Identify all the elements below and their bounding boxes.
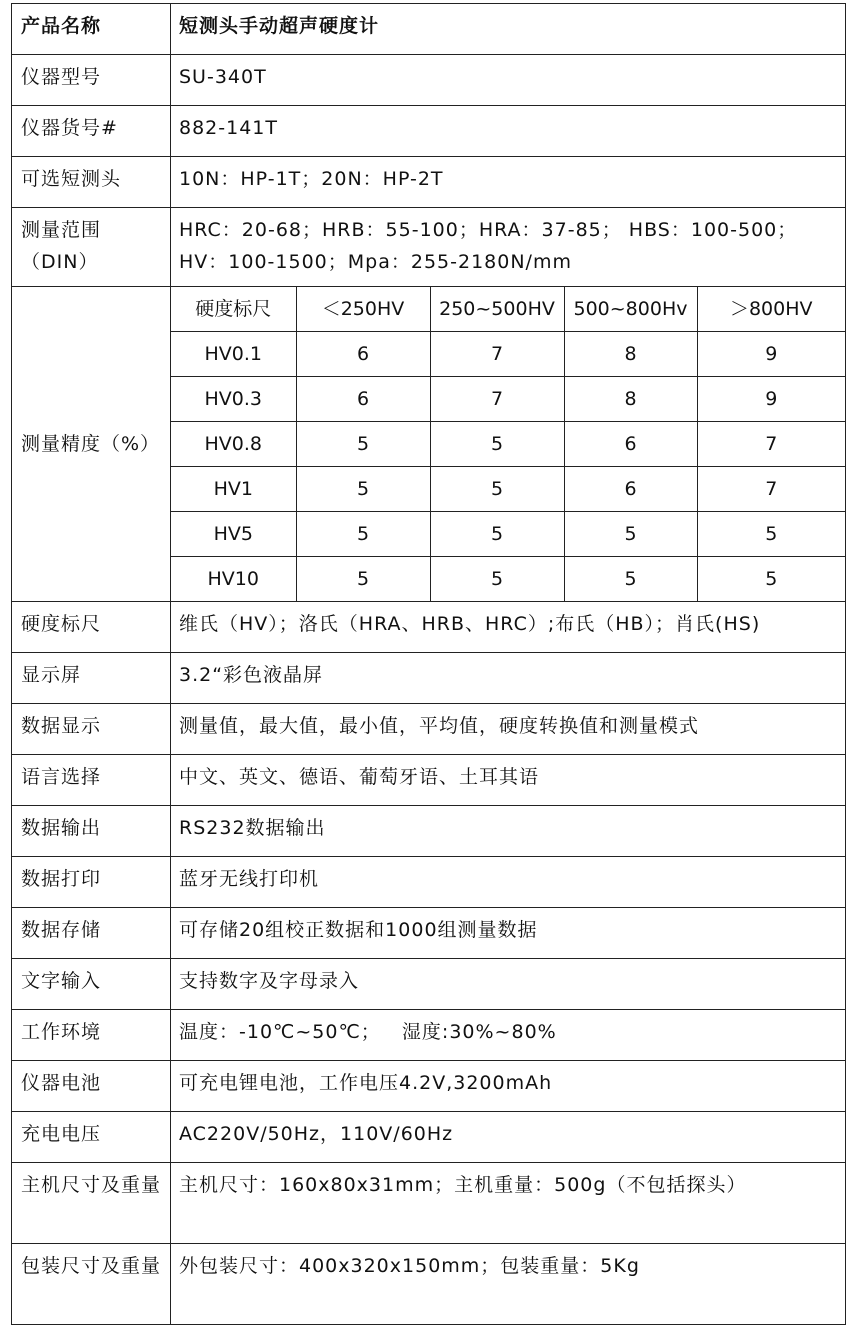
accuracy-cell: 8 [564, 377, 697, 422]
spec-row-accuracy [12, 287, 846, 602]
row-label: 主机尺寸及重量 [12, 1163, 171, 1244]
row-value: 外包装尺寸：400x320x150mm；包装重量：5Kg [171, 1244, 846, 1325]
accuracy-cell: 5 [430, 557, 564, 602]
accuracy-cell: 5 [697, 512, 845, 557]
spec-row-language [12, 755, 846, 806]
spec-table [11, 3, 846, 1325]
accuracy-row [171, 467, 845, 512]
row-label: 充电电压 [12, 1112, 171, 1163]
spec-row-probe [12, 157, 846, 208]
row-label: 数据显示 [12, 704, 171, 755]
accuracy-header: ＜250HV [296, 287, 430, 332]
spec-row-model [12, 55, 846, 106]
accuracy-cell: 8 [564, 332, 697, 377]
row-value: 中文、英文、德语、葡萄牙语、土耳其语 [171, 755, 846, 806]
accuracy-cell: 7 [430, 332, 564, 377]
row-value: 882-141T [171, 106, 846, 157]
row-label: 数据存储 [12, 908, 171, 959]
accuracy-cell: 9 [697, 332, 845, 377]
accuracy-header: 250~500HV [430, 287, 564, 332]
accuracy-table [171, 287, 845, 601]
row-value: RS232数据输出 [171, 806, 846, 857]
row-value: SU-340T [171, 55, 846, 106]
accuracy-table-cell [171, 287, 846, 602]
accuracy-cell: 5 [296, 422, 430, 467]
row-value: 维氏（HV）；洛氏（HRA、HRB、HRC）;布氏（HB）；肖氏(HS) [171, 602, 846, 653]
row-label: 包装尺寸及重量 [12, 1244, 171, 1325]
spec-row-host-size [12, 1163, 846, 1244]
row-label: 产品名称 [12, 4, 171, 55]
accuracy-cell: HV0.1 [171, 332, 296, 377]
accuracy-cell: 6 [296, 377, 430, 422]
row-label: 可选短测头 [12, 157, 171, 208]
row-label: 测量精度（%） [12, 287, 171, 602]
row-label: 测量范围（DIN） [12, 208, 171, 287]
accuracy-header-row [171, 287, 845, 332]
spec-row-scales [12, 602, 846, 653]
spec-row-battery [12, 1061, 846, 1112]
accuracy-cell: 7 [697, 467, 845, 512]
spec-row-data-display [12, 704, 846, 755]
accuracy-row [171, 332, 845, 377]
accuracy-row [171, 422, 845, 467]
accuracy-cell: HV10 [171, 557, 296, 602]
spec-row-output [12, 806, 846, 857]
accuracy-cell: 5 [296, 512, 430, 557]
accuracy-cell: HV0.3 [171, 377, 296, 422]
accuracy-cell: 5 [430, 422, 564, 467]
accuracy-cell: 7 [697, 422, 845, 467]
accuracy-cell: 5 [430, 512, 564, 557]
accuracy-cell: 5 [564, 512, 697, 557]
row-label: 仪器货号# [12, 106, 171, 157]
accuracy-cell: 6 [296, 332, 430, 377]
row-value: 可充电锂电池，工作电压4.2V,3200mAh [171, 1061, 846, 1112]
accuracy-cell: 7 [430, 377, 564, 422]
row-label: 数据输出 [12, 806, 171, 857]
row-value: 短测头手动超声硬度计 [171, 4, 846, 55]
row-value: 蓝牙无线打印机 [171, 857, 846, 908]
row-value: 支持数字及字母录入 [171, 959, 846, 1010]
accuracy-row [171, 512, 845, 557]
spec-row-display [12, 653, 846, 704]
row-label: 显示屏 [12, 653, 171, 704]
accuracy-cell: HV0.8 [171, 422, 296, 467]
row-label: 仪器型号 [12, 55, 171, 106]
row-value: 可存储20组校正数据和1000组测量数据 [171, 908, 846, 959]
accuracy-cell: 6 [564, 467, 697, 512]
spec-row-package-size [12, 1244, 846, 1325]
spec-row-charging [12, 1112, 846, 1163]
accuracy-cell: HV5 [171, 512, 296, 557]
accuracy-row [171, 377, 845, 422]
accuracy-cell: 9 [697, 377, 845, 422]
row-label: 语言选择 [12, 755, 171, 806]
accuracy-cell: 5 [430, 467, 564, 512]
accuracy-header: 硬度标尺 [171, 287, 296, 332]
row-label: 文字输入 [12, 959, 171, 1010]
accuracy-cell: 5 [697, 557, 845, 602]
accuracy-cell: HV1 [171, 467, 296, 512]
accuracy-cell: 5 [564, 557, 697, 602]
spec-row-range [12, 208, 846, 287]
row-label: 数据打印 [12, 857, 171, 908]
accuracy-cell: 5 [296, 467, 430, 512]
spec-row-item-no [12, 106, 846, 157]
spec-row-text-input [12, 959, 846, 1010]
spec-row-storage [12, 908, 846, 959]
row-label: 工作环境 [12, 1010, 171, 1061]
row-label: 仪器电池 [12, 1061, 171, 1112]
accuracy-row [171, 557, 845, 602]
row-value: 测量值，最大值，最小值，平均值，硬度转换值和测量模式 [171, 704, 846, 755]
spec-row-environment [12, 1010, 846, 1061]
spec-row-print [12, 857, 846, 908]
row-value: AC220V/50Hz，110V/60Hz [171, 1112, 846, 1163]
accuracy-header: 500~800Hv [564, 287, 697, 332]
row-value: 主机尺寸：160x80x31mm；主机重量：500g（不包括探头） [171, 1163, 846, 1244]
row-value: HRC：20-68；HRB：55-100；HRA：37-85； HBS：100-500；HV：100-1500；Mpa：255-2180N/mm [171, 208, 846, 287]
accuracy-header: ＞800HV [697, 287, 845, 332]
accuracy-cell: 6 [564, 422, 697, 467]
row-value: 3.2“彩色液晶屏 [171, 653, 846, 704]
accuracy-cell: 5 [296, 557, 430, 602]
spec-row-product-name [12, 4, 846, 55]
row-label: 硬度标尺 [12, 602, 171, 653]
row-value: 温度：-10℃~50℃； 湿度:30%~80% [171, 1010, 846, 1061]
row-value: 10N：HP-1T；20N：HP-2T [171, 157, 846, 208]
